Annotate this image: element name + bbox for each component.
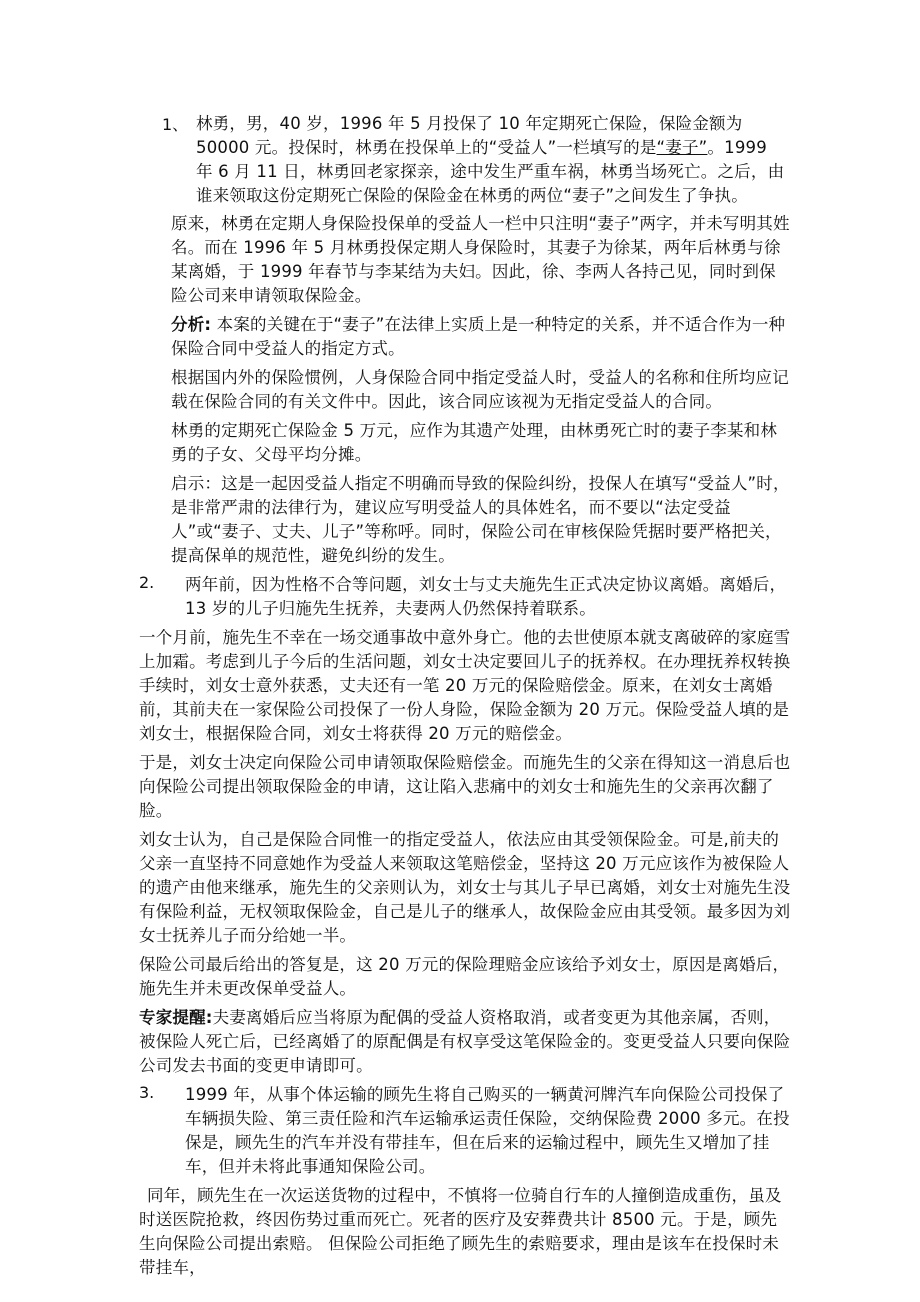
case-3-intro: 1999 年，从事个体运输的顾先生将自己购买的一辆黄河牌汽车向保险公司投保了车辆损失险、第三责任险和汽车运输承运责任保险，交纳保险费 2000 多元。在投保是，顾先生的汽车并没有带挂车，但在后来的运输过程中，顾先生又增加了挂车，但并未将此事通知保险公司。 — [185, 1085, 790, 1176]
expert-text: 夫妻离婚后应当将原为配偶的受益人资格取消，或者变更为其他亲属，否则，被保险人死亡后，已经离婚了的原配偶是有权享受这笔保险金的。变更受益人只要向保险公司发去书面的变更申请即可。 — [139, 1008, 791, 1075]
case-1-body — [171, 212, 791, 568]
case-2-paragraph-2: 于是，刘女士决定向保险公司申请领取保险赔偿金。而施先生的父亲在得知这一消息后也向保险公司提出领取保险金的申请，这让陷入悲痛中的刘女士和施先生的父亲再次翻了脸。 — [139, 753, 791, 820]
case-2-intro: 两年前，因为性格不合等问题，刘女士与丈夫施先生正式决定协议离婚。离婚后，13 岁的儿子归施先生抚养，夫妻两人仍然保持着联系。 — [185, 575, 787, 618]
case-1-intro-tail: 。1999 年 6 月 11 日，林勇回老家探亲，途中发生严重车祸，林勇当场死亡。之后，由谁来领取这份定期死亡保险的保险金在林勇的两位“妻子”之间发生了争执。 — [196, 138, 785, 205]
case-3-paragraph-1: 同年，顾先生在一次运送货物的过程中，不慎将一位骑自行车的人撞倒造成重伤，虽及时送医院抢救，终因伤势过重而死亡。死者的医疗及安葬费共计 8500 元。于是，顾先生向保险公司提出索赔。 但保险公司拒绝了顾先生的索赔要求，理由是该车在投保时未带挂车， — [139, 1186, 782, 1277]
case-1-paragraph-1: 原来，林勇在定期人身保险投保单的受益人一栏中只注明“妻子”两字，并未写明其姓名。而在 1996 年 5 月林勇投保定期人身保险时，其妻子为徐某，两年后林勇与徐某离婚，于 1999 年春节与李某结为夫妇。因此，徐、李两人各持己见，同时到保险公司来申请领取保险金。 — [171, 214, 790, 305]
case-3-heading — [139, 1083, 791, 1179]
case-1-number: 1、 — [162, 115, 189, 134]
case-2-paragraph-4: 保险公司最后给出的答复是，这 20 万元的保险理赔金应该给予刘女士，原因是离婚后，施先生并未更改保单受益人。 — [139, 955, 790, 998]
case-1-paragraph-4: 启示：这是一起因受益人指定不明确而导致的保险纠纷，投保人在填写“受益人”时，是非常严肃的法律行为，建议应写明受益人的具体姓名，而不要以“法定受益人”或“妻子、丈夫、儿子”等称呼。同时，保险公司在审核保险凭据时要严格把关，提高保单的规范性，避免纠纷的发生。 — [171, 474, 790, 565]
case-2 — [139, 573, 791, 1280]
case-1-heading — [162, 112, 786, 208]
case-3-number: 3. — [139, 1083, 155, 1102]
case-1-analysis — [171, 313, 791, 361]
case-2-heading — [139, 573, 791, 621]
expert-label: 专家提醒: — [139, 1008, 213, 1027]
case-2-paragraph-1: 一个月前，施先生不幸在一场交通事故中意外身亡。他的去世使原本就支离破碎的家庭雪上加霜。考虑到儿子今后的生活问题，刘女士决定要回儿子的抚养权。在办理抚养权转换手续时，刘女士意外获悉，丈夫还有一笔 20 万元的保险赔偿金。原来，在刘女士离婚前，其前夫在一家保险公司投保了一份人身险，保险金额为 20 万元。保险受益人填的是刘女士，根据保险合同，刘女士将获得 20 万元的赔偿金。 — [139, 628, 791, 743]
analysis-text: 本案的关键在于“妻子”在法律上实质上是一种特定的关系，并不适合作为一种保险合同中受益人的指定方式。 — [171, 315, 786, 358]
case-1-intro — [196, 112, 786, 208]
case-2-number: 2. — [139, 573, 155, 592]
case-1-paragraph-3: 林勇的定期死亡保险金 5 万元，应作为其遗产处理，由林勇死亡时的妻子李某和林勇的子女、父母平均分摊。 — [171, 421, 778, 464]
case-1 — [0, 0, 920, 568]
case-1-intro-text: 林勇，男，40 岁，1996 年 5 月投保了 10 年定期死亡保险，保险金额为 50000 元。投保时，林勇在投保单上的“受益人”一栏填写的是 — [196, 114, 743, 157]
analysis-label: 分析: — [171, 315, 212, 334]
case-1-paragraph-2: 根据国内外的保险惯例，人身保险合同中指定受益人时，受益人的名称和住所均应记载在保险合同的有关文件中。因此，该合同应该视为无指定受益人的合同。 — [171, 368, 789, 411]
case-1-underlined-wife: “妻子” — [656, 138, 708, 157]
case-2-paragraph-3: 刘女士认为，自己是保险合同惟一的指定受益人，依法应由其受领保险金。可是,前夫的父亲一直坚持不同意她作为受益人来领取这笔赔偿金，坚持这 20 万元应该作为被保险人的遗产由他来继承，施先生的父亲则认为，刘女士与其儿子早已离婚，刘女士对施先生没有保险利益，无权领取保险金，自己是儿子的继承人，故保险金应由其受领。最多因为刘女士抚养儿子而分给她一半。 — [139, 830, 791, 945]
case-2-expert-tip — [139, 1006, 791, 1078]
